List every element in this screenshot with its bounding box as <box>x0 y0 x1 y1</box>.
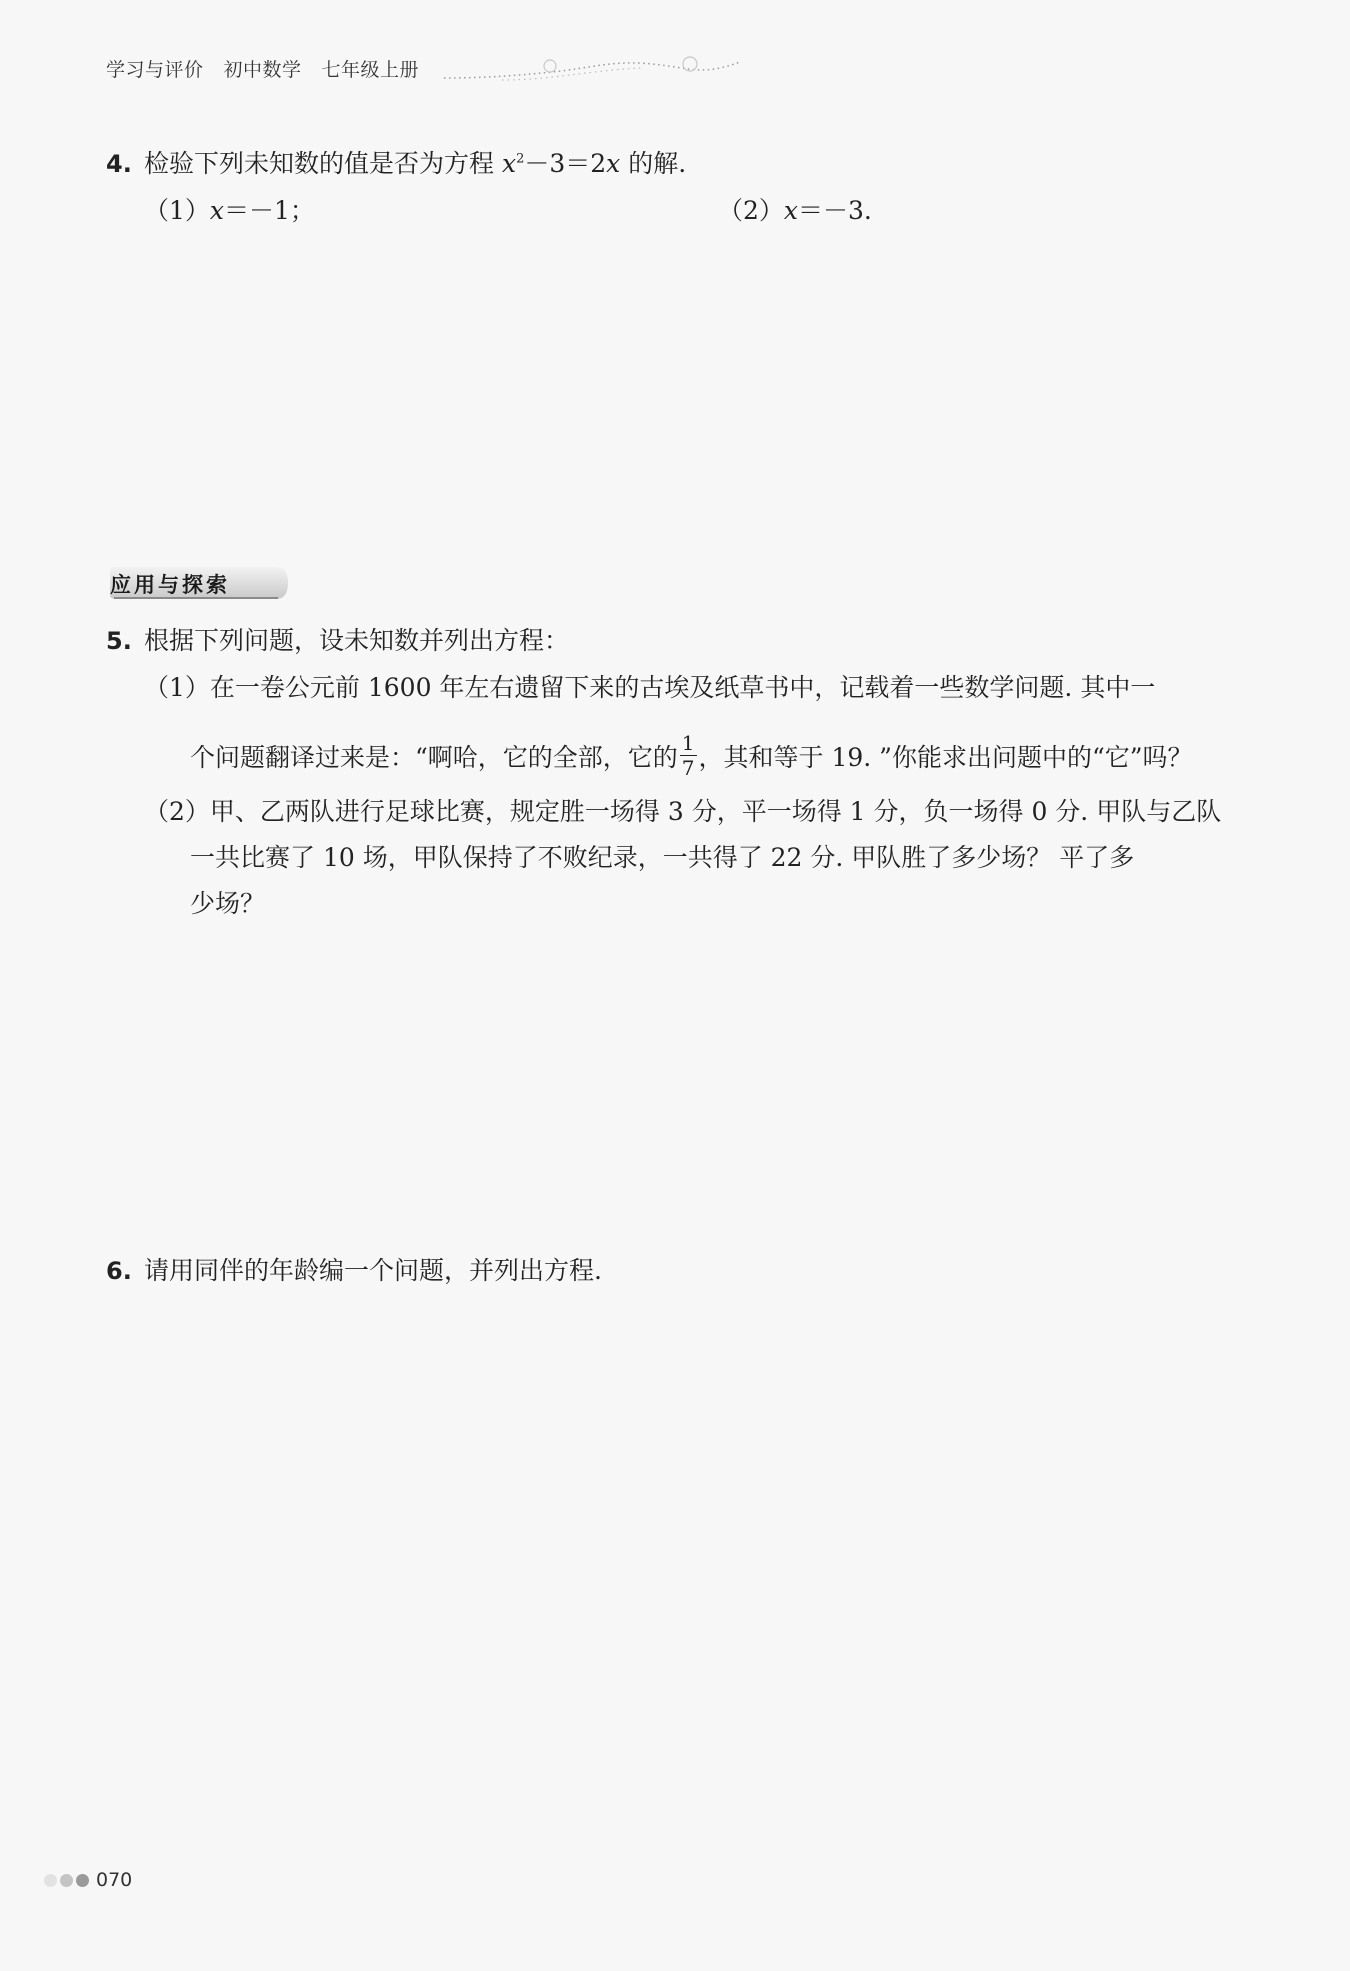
question-5-part-2-line-2: 一共比赛了 10 场，甲队保持了不败纪录，一共得了 22 分. 甲队胜了多少场？ 平了多 <box>190 843 1135 872</box>
footer-dot-icon <box>44 1874 57 1887</box>
page-number: 070 <box>96 1869 133 1891</box>
question-5-part-2-line-1: （2）甲、乙两队进行足球比赛，规定胜一场得 3 分，平一场得 1 分，负一场得 0 分. 甲队与乙队 <box>144 797 1222 826</box>
question-text: 检验下列未知数的值是否为方程 <box>144 149 502 178</box>
header-dotted-wave-decoration <box>442 52 742 86</box>
fraction-denominator: 7 <box>681 756 695 780</box>
equation-middle: －3＝2 <box>524 149 607 178</box>
footer-dot-icon <box>60 1874 73 1887</box>
part-value: ＝－1； <box>224 196 315 225</box>
question-5-part-1-line-2 <box>190 731 1193 782</box>
question-6 <box>106 1258 602 1283</box>
equation-variable: x <box>606 149 621 178</box>
part-text-end: ，其和等于 19. ”你能求出问题中的“它”吗？ <box>698 743 1193 772</box>
question-4 <box>106 151 686 176</box>
question-text-end: 的解. <box>620 149 687 178</box>
part-label: （1） <box>144 196 210 225</box>
equation-exponent: 2 <box>516 151 525 167</box>
part-text: 个问题翻译过来是：“啊哈，它的全部，它的 <box>190 743 678 772</box>
question-text: 请用同伴的年龄编一个问题，并列出方程. <box>144 1256 602 1285</box>
footer-dot-icon <box>76 1874 89 1887</box>
part-variable: x <box>209 196 225 225</box>
question-number: 5. <box>106 627 132 655</box>
section-title: 应用与探索 <box>110 573 230 597</box>
equation-variable: x <box>501 149 517 178</box>
question-number: 6. <box>106 1257 132 1285</box>
page-footer <box>44 1868 132 1892</box>
part-value: ＝－3. <box>798 196 872 225</box>
running-header <box>106 55 439 82</box>
subject-label: 初中数学 <box>223 59 302 81</box>
fraction-numerator: 1 <box>681 731 695 755</box>
question-number: 4. <box>106 150 132 178</box>
question-5-part-2-line-3: 少场？ <box>190 889 266 918</box>
part-label: （2） <box>718 196 784 225</box>
fraction-one-seventh <box>680 733 697 778</box>
question-4-part-1 <box>144 198 315 223</box>
part-variable: x <box>783 196 799 225</box>
grade-label: 七年级上册 <box>321 59 420 81</box>
question-5 <box>106 628 569 653</box>
question-5-part-1-line-1: （1）在一卷公元前 1600 年左右遗留下来的古埃及纸草书中，记载着一些数学问题. 其中一 <box>144 673 1156 702</box>
question-text: 根据下列问题，设未知数并列出方程： <box>144 626 570 655</box>
question-4-part-2 <box>718 198 872 223</box>
book-title: 学习与评价 <box>106 59 204 81</box>
